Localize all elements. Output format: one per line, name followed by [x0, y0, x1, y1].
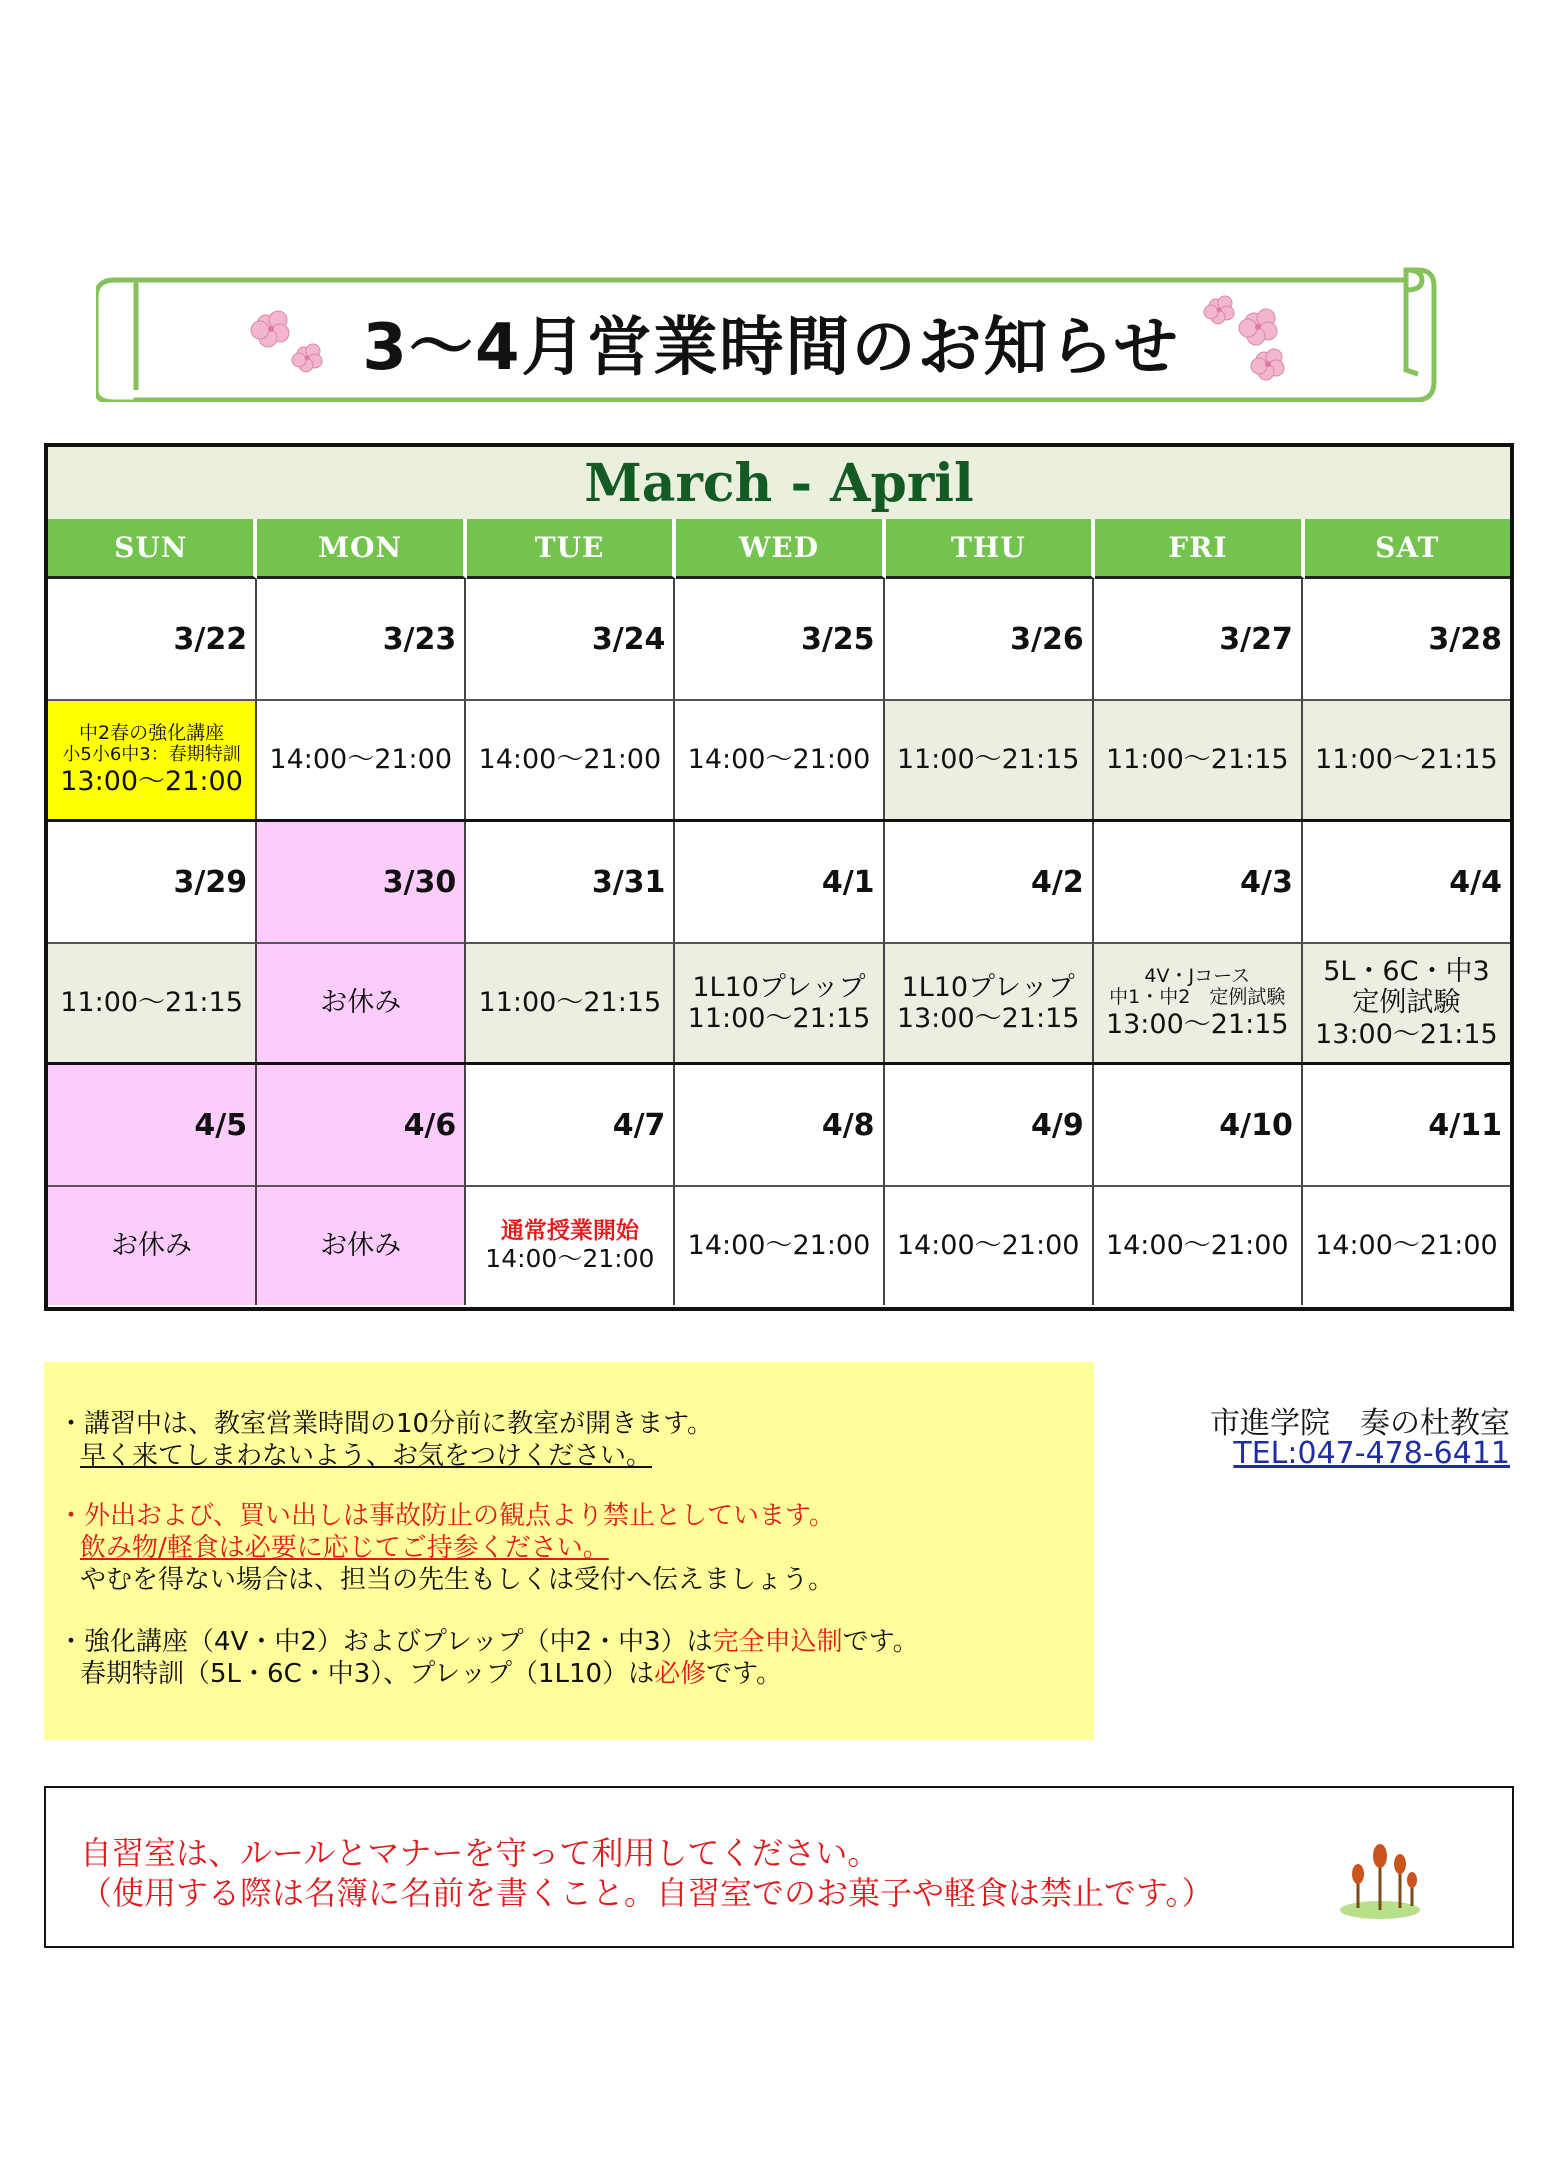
- date-label: 3/27: [1219, 622, 1293, 657]
- date-label: 3/26: [1010, 622, 1084, 657]
- calendar-week: [48, 819, 1510, 1062]
- date-label: 3/31: [591, 865, 666, 900]
- date-label: 4/3: [1240, 865, 1293, 900]
- notice-line: 飲み物/軽食は必要に応じてご持参ください。: [80, 1533, 609, 1563]
- date-label: 4/4: [1449, 865, 1502, 900]
- date-cell: [885, 1065, 1094, 1185]
- date-cell: [466, 822, 675, 942]
- weekday-mon: MON: [257, 519, 466, 579]
- study-room-box: [44, 1786, 1514, 1948]
- hours-cell: [1094, 942, 1303, 1062]
- hours-cell: [675, 1185, 884, 1305]
- notice-line: ・講習中は、教室営業時間の10分前に教室が開きます。: [58, 1409, 714, 1439]
- hours-cell: [466, 699, 675, 819]
- hours-time: 11:00～21:15: [687, 1003, 871, 1034]
- notice-emphasis: 完全申込制: [712, 1627, 843, 1657]
- date-row: [48, 822, 1510, 942]
- hours-cell: [1303, 942, 1510, 1062]
- date-cell: [1094, 579, 1303, 699]
- weekday-header: [48, 519, 1510, 579]
- weekday-sat: SAT: [1305, 519, 1510, 579]
- hours-note: 4V・Jコース: [1144, 964, 1251, 987]
- date-cell: [48, 822, 257, 942]
- hours-row: [48, 942, 1510, 1062]
- hours-time: 14:00～21:00: [485, 1243, 655, 1273]
- notice-text: です。: [706, 1659, 783, 1689]
- cherry-blossom-icon: [1194, 288, 1304, 388]
- hours-cell: [1094, 1185, 1303, 1305]
- hours-time: 11:00～21:15: [478, 987, 662, 1019]
- hours-time: 14:00～21:00: [687, 1230, 871, 1262]
- hours-cell: [1303, 699, 1510, 819]
- hours-cell: [885, 942, 1094, 1062]
- hours-note: 定例試験: [1352, 987, 1461, 1019]
- weekday-fri: FRI: [1095, 519, 1304, 579]
- hours-time: 11:00～21:15: [1105, 744, 1289, 776]
- hours-time: 13:00～21:15: [1105, 1009, 1289, 1041]
- date-label: 4/10: [1219, 1108, 1293, 1143]
- date-label: 4/8: [821, 1108, 875, 1143]
- hours-note: 中1・中2 定例試験: [1109, 986, 1286, 1009]
- date-cell: [257, 1065, 466, 1185]
- horsetail-plant-icon: [1336, 1840, 1426, 1922]
- date-cell: [885, 579, 1094, 699]
- hours-cell: [257, 1185, 466, 1305]
- hours-time: 13:00～21:15: [1315, 1018, 1498, 1050]
- weekday-thu: THU: [886, 519, 1095, 579]
- date-label: 3/23: [382, 622, 457, 657]
- date-label: 3/22: [173, 622, 248, 657]
- date-label: 4/11: [1428, 1108, 1502, 1143]
- hours-time: 14:00～21:00: [896, 1230, 1080, 1262]
- notice-text: です。: [842, 1627, 919, 1657]
- calendar-grid: [48, 579, 1510, 1305]
- date-cell: [1094, 822, 1303, 942]
- hours-row: [48, 1185, 1510, 1305]
- cherry-blossom-icon: [244, 302, 334, 382]
- weekday-sun: SUN: [48, 519, 257, 579]
- notice-emphasis: 必修: [654, 1659, 707, 1689]
- hours-time: 11:00～21:15: [1315, 744, 1498, 776]
- hours-cell: [466, 942, 675, 1062]
- date-label: 3/25: [800, 622, 875, 657]
- date-cell: [257, 822, 466, 942]
- page-title: 3～4月営業時間のお知らせ: [362, 311, 1180, 385]
- date-label: 3/29: [173, 865, 248, 900]
- hours-cell: [885, 1185, 1094, 1305]
- hours-cell: [48, 699, 257, 819]
- hours-cell: [48, 942, 257, 1062]
- hours-time: 11:00～21:15: [60, 987, 243, 1019]
- notice-line: ・外出および、買い出しは事故防止の観点より禁止としています。: [58, 1501, 835, 1531]
- regular-classes-start-label: 通常授業開始: [500, 1218, 639, 1245]
- notice-line: やむを得ない場合は、担当の先生もしくは受付へ伝えましょう。: [80, 1565, 835, 1595]
- date-cell: [1303, 579, 1510, 699]
- hours-time: 14:00～21:00: [1105, 1230, 1289, 1262]
- date-cell: [675, 579, 884, 699]
- date-cell: [1303, 822, 1510, 942]
- hours-note: 1L10プレップ: [692, 971, 866, 1003]
- hours-cell: [675, 699, 884, 819]
- date-label: 4/9: [1030, 1108, 1084, 1143]
- hours-note: 1L10プレップ: [901, 971, 1075, 1003]
- hours-note: 小5小6中3：春期特訓: [62, 744, 241, 766]
- date-cell: [466, 1065, 675, 1185]
- notice-text: 春期特訓（5L・6C・中3）、プレップ（1L10）は: [80, 1659, 655, 1689]
- date-label: 4/2: [1030, 865, 1084, 900]
- hours-time: 14:00～21:00: [269, 744, 453, 776]
- notice-line: [58, 1626, 919, 1658]
- date-cell: [466, 579, 675, 699]
- calendar-week: [48, 579, 1510, 819]
- hours-cell: [1303, 1185, 1510, 1305]
- hours-time: 14:00～21:00: [687, 744, 871, 776]
- hours-time: 14:00～21:00: [1315, 1230, 1498, 1262]
- date-label: 4/7: [612, 1108, 666, 1143]
- date-cell: [257, 579, 466, 699]
- date-cell: [675, 822, 884, 942]
- date-cell: [885, 822, 1094, 942]
- closed-label: お休み: [111, 1230, 193, 1262]
- hours-note: 5L・6C・中3: [1323, 956, 1490, 988]
- closed-label: お休み: [320, 987, 402, 1019]
- date-label: 4/6: [403, 1108, 457, 1143]
- hours-time: 13:00～21:00: [60, 765, 243, 797]
- school-name: 市進学院 奏の杜教室: [1210, 1406, 1510, 1441]
- hours-cell: [257, 699, 466, 819]
- phone-link[interactable]: TEL:047-478-6411: [1233, 1436, 1510, 1471]
- hours-time: 13:00～21:15: [896, 1003, 1080, 1034]
- date-label: 4/5: [194, 1108, 248, 1143]
- weekday-wed: WED: [676, 519, 885, 579]
- date-cell: [1303, 1065, 1510, 1185]
- weekday-tue: TUE: [467, 519, 676, 579]
- calendar: [44, 443, 1514, 1311]
- title-banner: [96, 262, 1446, 402]
- notice-text: ・強化講座（4V・中2）およびプレップ（中2・中3）は: [58, 1627, 713, 1657]
- hours-cell: [466, 1185, 675, 1305]
- date-cell: [48, 1065, 257, 1185]
- date-row: [48, 1065, 1510, 1185]
- study-room-rule: 自習室は、ルールとマナーを守って利用してください。: [80, 1834, 880, 1872]
- notice-box: [44, 1362, 1094, 1740]
- hours-cell: [885, 699, 1094, 819]
- hours-time: 11:00～21:15: [896, 744, 1080, 776]
- calendar-week: [48, 1062, 1510, 1305]
- hours-note: 中2春の強化講座: [79, 722, 225, 745]
- date-label: 3/28: [1428, 622, 1502, 657]
- hours-row: [48, 699, 1510, 819]
- hours-cell: [48, 1185, 257, 1305]
- hours-time: 14:00～21:00: [478, 744, 662, 776]
- hours-cell: [1094, 699, 1303, 819]
- date-cell: [1094, 1065, 1303, 1185]
- date-row: [48, 579, 1510, 699]
- closed-label: お休み: [320, 1230, 402, 1262]
- notice-line: [80, 1658, 782, 1690]
- date-label: 3/30: [382, 865, 457, 900]
- date-label: 4/1: [821, 865, 875, 900]
- date-cell: [48, 579, 257, 699]
- date-label: 3/24: [591, 622, 666, 657]
- study-room-rule: （使用する際は名簿に名前を書くこと。自習室でのお菓子や軽食は禁止です。）: [80, 1874, 1214, 1912]
- notice-line: 早く来てしまわないよう、お気をつけください。: [80, 1441, 653, 1471]
- hours-cell: [675, 942, 884, 1062]
- date-cell: [675, 1065, 884, 1185]
- hours-cell: [257, 942, 466, 1062]
- calendar-month-title: March - April: [48, 447, 1510, 521]
